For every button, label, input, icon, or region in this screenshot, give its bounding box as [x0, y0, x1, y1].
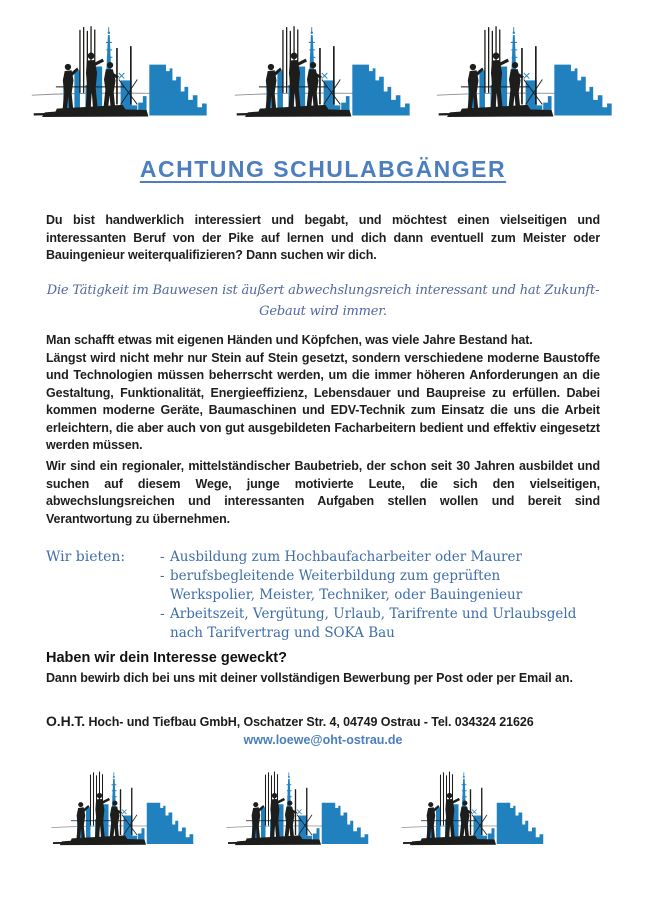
- offer-item: [160, 605, 580, 643]
- footer-image-row: [50, 768, 550, 851]
- page-title-text: ACHTUNG SCHULABGÄNGER: [139, 156, 507, 182]
- construction-scene-image: [50, 768, 200, 851]
- email-link[interactable]: www.loewe@oht-ostrau.de: [243, 733, 403, 747]
- offer-dash: -: [160, 549, 165, 565]
- offer-dash: -: [160, 568, 165, 584]
- main-paragraph-line-1: Man schafft etwas mit eigenen Händen und Köpfchen, was viele Jahre Bestand hat.: [46, 333, 533, 347]
- intro-paragraph: Du bist handwerklich interessiert und begabt, und möchtest einen vielseitigen und interessanten Beruf von der Pike auf lernen und dich dann eventuell zum Meister oder Bauingenieur weiterqualifizieren? Dann suchen wir dich.: [46, 213, 600, 262]
- construction-scene-image: [400, 768, 550, 851]
- offer-text: berufsbegleitende Weiterbildung zum geprüften Werkspolier, Meister, Techniker, oder Bauingenieur: [170, 568, 523, 603]
- offer-dash: -: [160, 606, 165, 622]
- email-line: [46, 733, 600, 747]
- main-paragraph-rest: Längst wird nicht mehr nur Stein auf Stein gesetzt, sondern verschiedene moderne Baustoffe und Technologien müssen beherrscht werden, um die immer höheren Anforderungen an die Gestaltung, Funktionalität, Energieeffizienz, Lebensdauer und Baupreise zu erfüllen. Dabei kommen moderne Geräte, Baumaschinen und EDV-Technik zum Einsatz die uns die Arbeit erleichtern, die aber auch von gut ausgebildeten Facharbeitern bedient und effektiv eingesetzt werden müssen.: [46, 350, 600, 452]
- offers-label: Wir bieten:: [46, 549, 126, 565]
- company-paragraph: Wir sind ein regionaler, mittelständischer Baubetrieb, der schon seit 30 Jahren ausbildet und suchen auf diesem Wege, junge motivierte Leute, die sich den vielseitigen, abwechslungsreichen und interessanten Aufgaben stellen wollen und bereit sind Verantwortung zu übernehmen.: [46, 459, 600, 526]
- offer-item: [160, 548, 580, 567]
- construction-scene-image: [435, 22, 620, 124]
- contact-details: Hoch- und Tiefbau GmbH, Oschatzer Str. 4, 04749 Ostrau - Tel. 034324 21626: [85, 715, 534, 729]
- offers-list: [160, 548, 580, 643]
- quote-line-1: Die Tätigkeit im Bauwesen ist äußert abwechslungsreich interessant und hat Zukunft-: [46, 283, 600, 298]
- offer-text: Ausbildung zum Hochbaufacharbeiter oder Maurer: [170, 549, 522, 565]
- company-name: O.H.T.: [46, 713, 86, 729]
- closing-subtext: Dann bewirb dich bei uns mit deiner vollständigen Bewerbung per Post oder per Email an.: [46, 671, 573, 685]
- main-paragraph: [46, 332, 600, 455]
- header-image-row: [30, 22, 620, 124]
- construction-scene-image: [225, 768, 375, 851]
- quote-line-2: Gebaut wird immer.: [259, 304, 387, 319]
- page-title: [46, 156, 600, 183]
- closing-heading: Haben wir dein Interesse geweckt?: [46, 650, 287, 666]
- contact-line: [46, 713, 600, 729]
- construction-scene-image: [30, 22, 215, 124]
- offer-item: [160, 567, 580, 605]
- construction-scene-image: [233, 22, 418, 124]
- offer-text: Arbeitszeit, Vergütung, Urlaub, Tarifrente und Urlaubsgeld nach Tarifvertrag und SOKA Bau: [170, 606, 577, 641]
- quote-block: [46, 280, 600, 322]
